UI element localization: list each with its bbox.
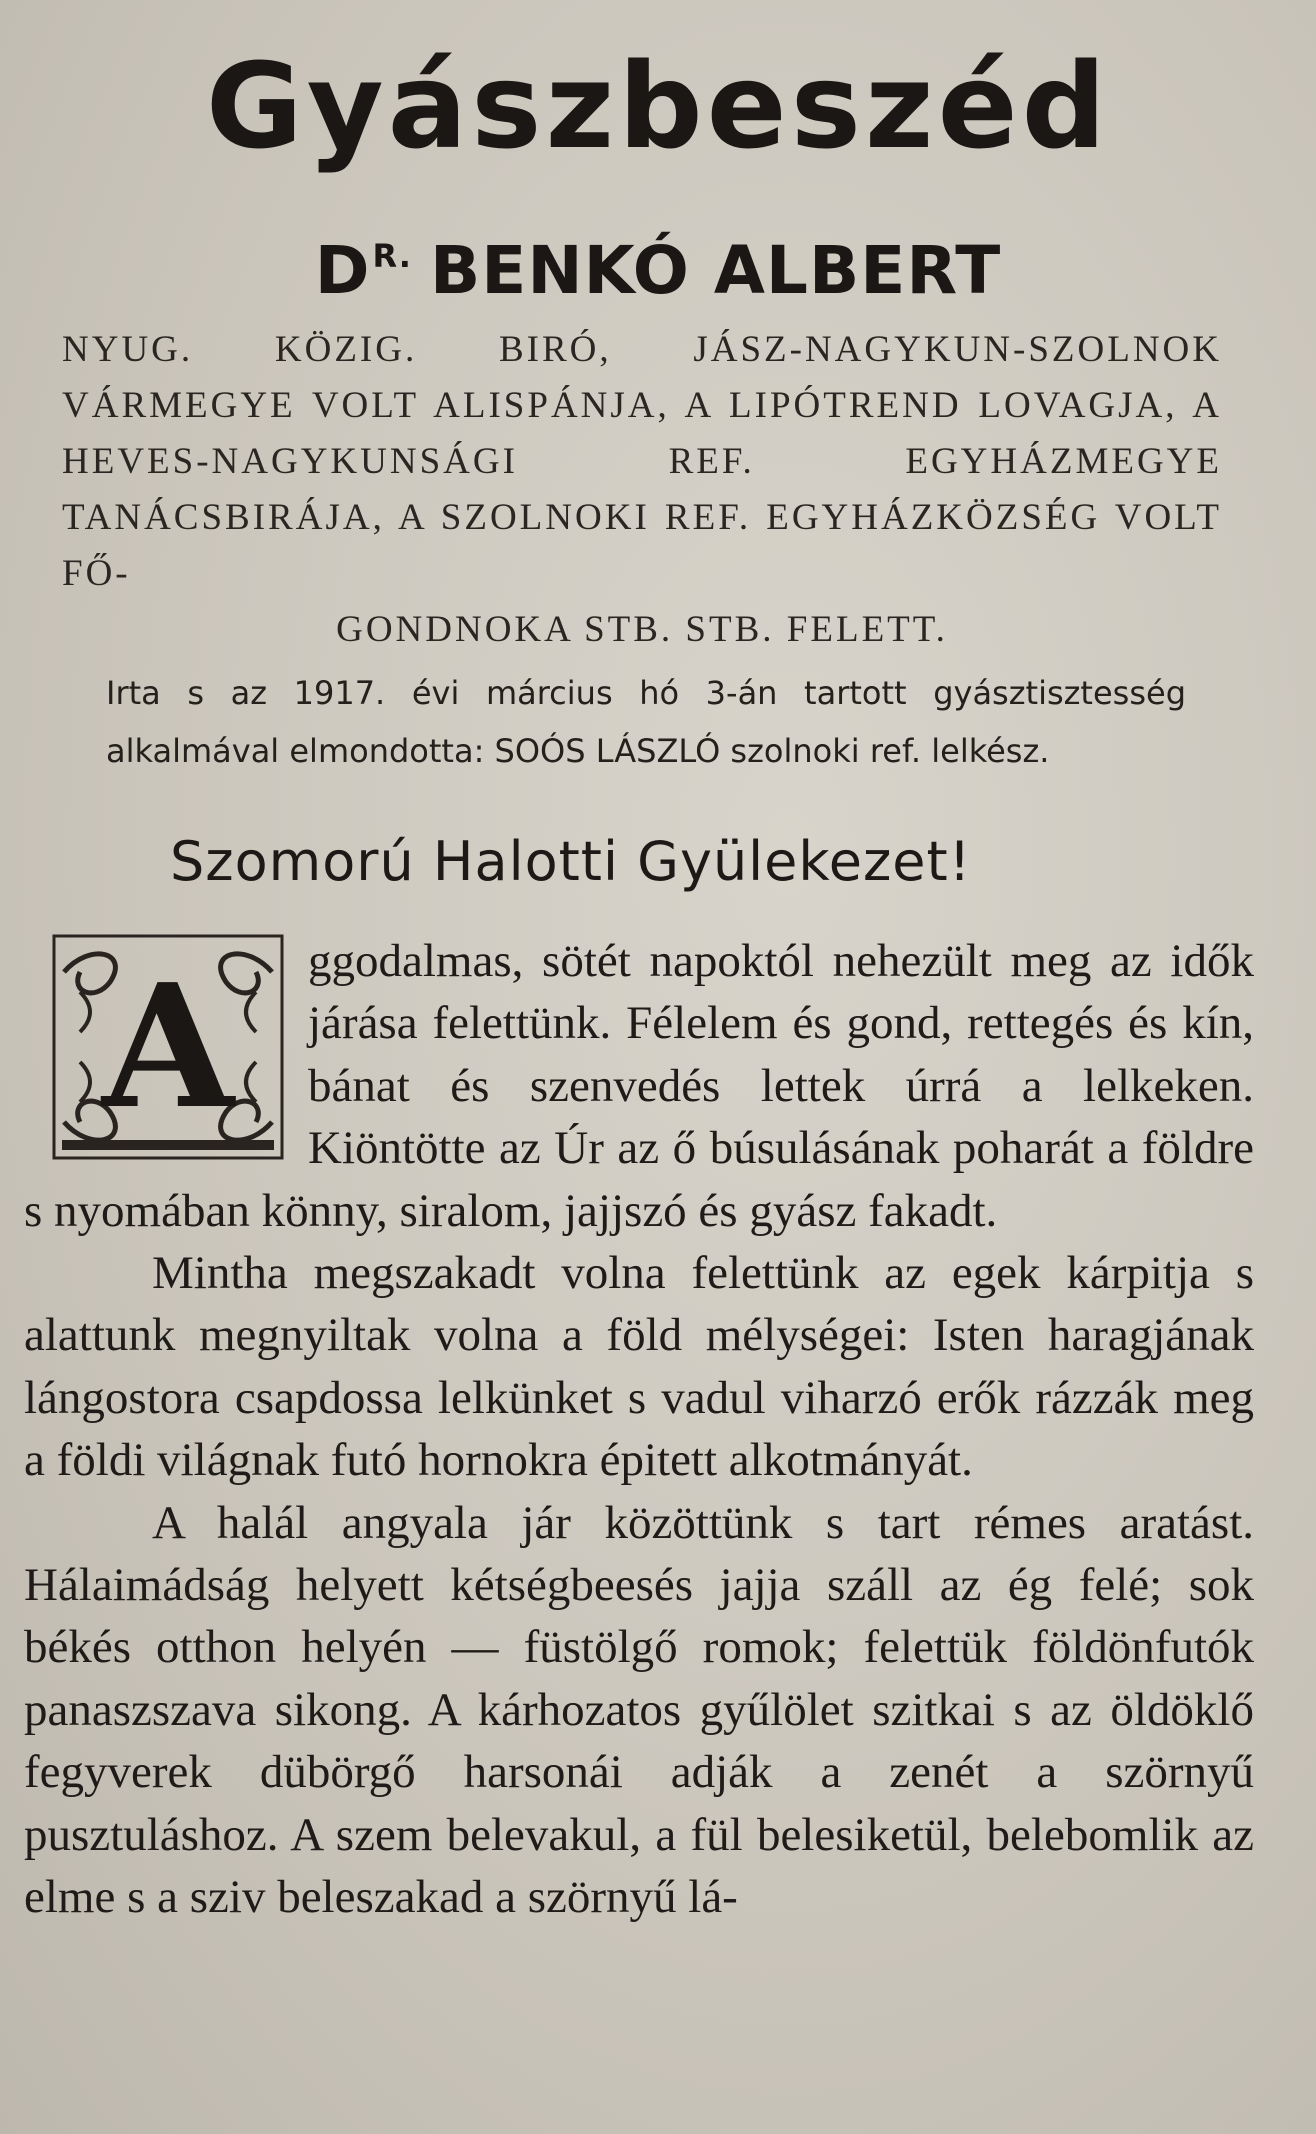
intro-line-2: alkalmával elmondotta: SOÓS LÁSZLÓ szolnoki ref. lelkész. [106, 732, 1050, 770]
speech-body [24, 930, 1254, 1929]
paragraph-3: A halál angyala jár közöttünk s tart rémes aratást. Hálaimádság helyett kétségbeesés jajja száll az ég felé; sok békés otthon helyén — füstölgő romok; felettük földönfutók panaszszava sikong. A kárhozatos gyűlölet szitkai s az öldöklő fegyverek dübörgő harsonái adják a zenét a szörnyű pusztuláshoz. A szem belevakul, a fül belesiketül, belebomlik az elme s a sziv beleszakad a szörnyű lá- [24, 1496, 1254, 1924]
author-intro [106, 664, 1186, 780]
intro-line-1: Irta s az 1917. évi március hó 3-án tartott gyásztisztesség [106, 674, 1186, 712]
name-prefix: D [314, 232, 371, 309]
deceased-name [0, 232, 1316, 309]
name-prefix-sup: R. [372, 237, 412, 275]
titles-text: NYUG. KÖZIG. BIRÓ, JÁSZ-NAGYKUN-SZOLNOK VÁRMEGYE VOLT ALISPÁNJA, A LIPÓTREND LOVAGJA, A HEVES-NAGYKUNSÁGI REF. EGYHÁZMEGYE TANÁCSBIRÁJA, A SZOLNOKI REF. EGYHÁZKÖZSÉG VOLT FŐ- [62, 329, 1222, 594]
salutation-heading: Szomorú Halotti Gyülekezet! [170, 830, 972, 893]
name-full: BENKÓ ALBERT [429, 232, 1002, 309]
titles-last-line: GONDNOKA STB. STB. FELETT. [336, 609, 948, 650]
paragraph-1: ggodalmas, sötét napoktól nehezült meg az idők járása felettünk. Félelem és gond, rettegés és kín, bánat és szenvedés lettek úrrá a lelkeken. Kiöntötte az Úr az ő búsulásának poharát a földre s nyomában könny, siralom, jajjszó és gyász fakadt. [24, 935, 1254, 1237]
paragraph-2: Mintha megszakadt volna felettünk az egek kárpitja s alattunk megnyiltak volna a föld mélységei: Isten haragjának lángostora csapdossa lelkünket s vadul viharzó erők rázzák meg a földi világnak futó hornokra épitett alkotmányát. [24, 1247, 1254, 1487]
drop-cap-letter: A [102, 947, 234, 1147]
document-title: Gyászbeszéd [205, 37, 1111, 175]
ornamental-drop-cap [50, 932, 286, 1162]
honorific-titles [62, 322, 1222, 658]
